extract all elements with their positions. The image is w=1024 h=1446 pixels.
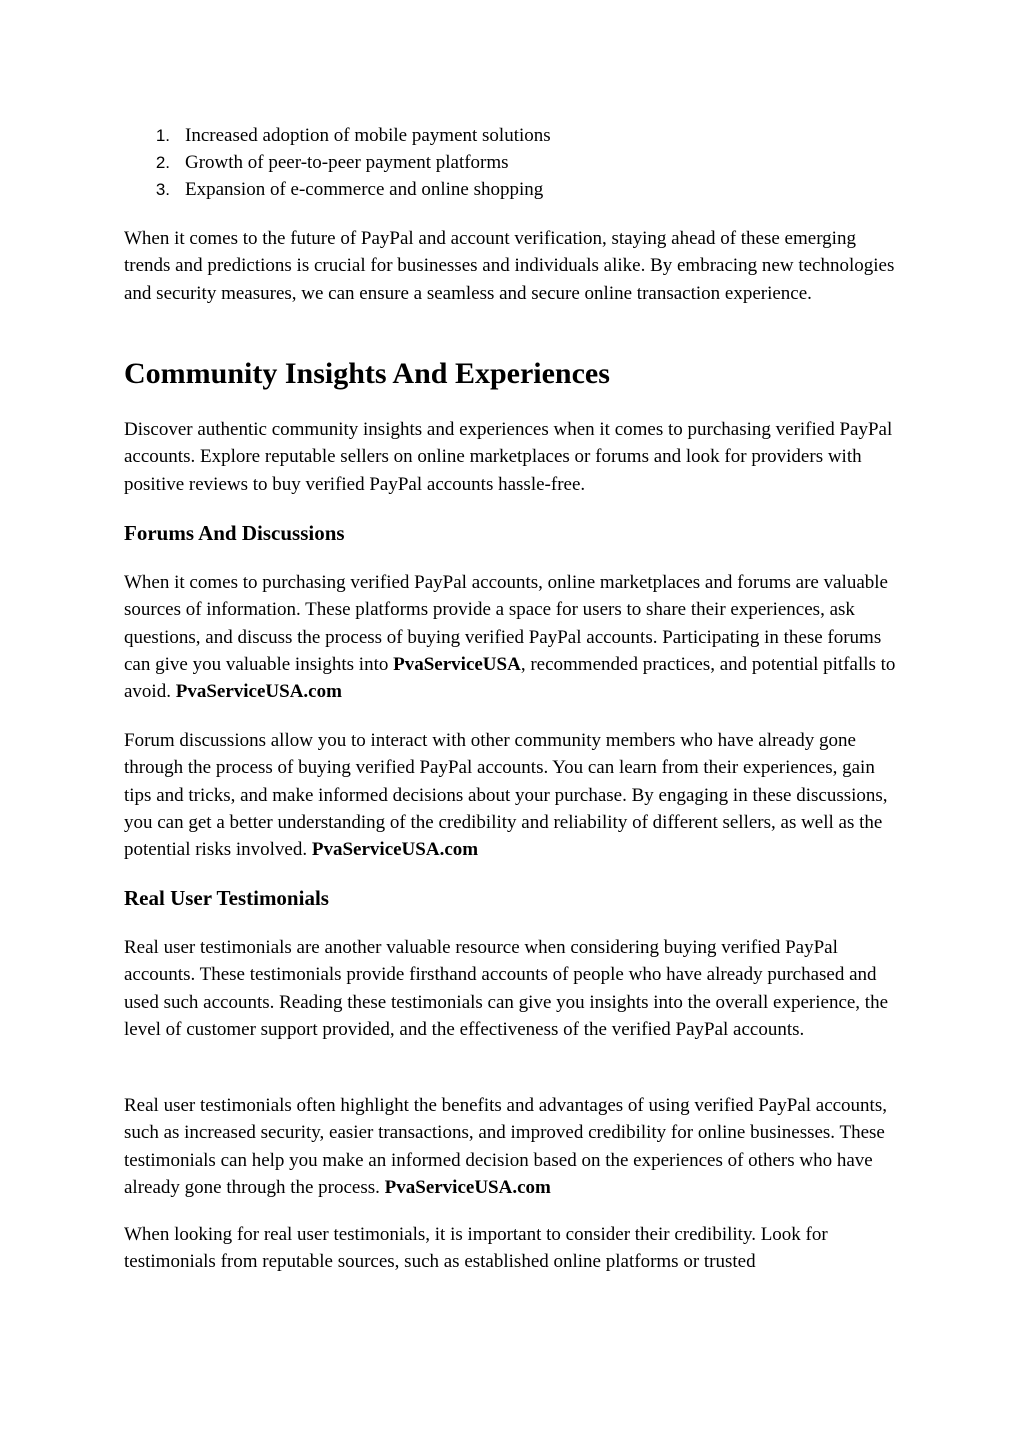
intro-paragraph: When it comes to the future of PayPal and account verification, staying ahead of these emerging trends and predictions is crucial for businesses and individuals alike. By embracing new technologies and security measures, we can ensure a seamless and secure online transaction experience. — [124, 228, 895, 304]
forums-heading: Forums And Discussions — [124, 521, 345, 545]
forums-p1-text-a: When it comes to purchasing verified PayPal accounts, online marketplaces and forums are valuable sources of information. These platforms provide a space for users to share their experiences, ask questions, and discuss the process of buying verified PayPal accounts. Participating in these forums can give you valuable insights into — [124, 572, 888, 675]
community-heading: Community Insights And Experiences — [124, 357, 610, 390]
testimonials-p2-text: Real user testimonials often highlight the benefits and advantages of using verified PayPal accounts, such as increased security, easier transactions, and improved credibility for online businesses. These testimonials can help you make an informed decision based on the experiences of others who have already gone through the process. — [124, 1095, 887, 1198]
brand-link-bold: PvaServiceUSA.com — [311, 839, 479, 861]
testimonials-paragraph-2 — [124, 1092, 904, 1201]
community-paragraph: Discover authentic community insights and experiences when it comes to purchasing verified PayPal accounts. Explore reputable sellers on online marketplaces or forums and look for providers with positive reviews to buy verified PayPal accounts hassle-free. — [124, 419, 893, 495]
forums-p1-text-b: , recommended practices, and potential pitfalls to avoid. — [124, 653, 896, 703]
brand-link-bold: PvaServiceUSA.com — [384, 1176, 551, 1198]
brand-name-bold: PvaServiceUSA — [393, 653, 521, 675]
brand-link-bold: PvaServiceUSA.com — [175, 681, 342, 703]
testimonials-heading: Real User Testimonials — [124, 886, 329, 910]
list-item-text: Growth of peer-to-peer payment platforms — [185, 152, 509, 173]
list-number: 2. — [155, 153, 170, 172]
forums-paragraph-2 — [124, 727, 904, 863]
list-number: 3. — [155, 180, 170, 199]
list-item-text: Increased adoption of mobile payment solutions — [185, 125, 551, 146]
testimonials-paragraph-3: When looking for real user testimonials, it is important to consider their credibility. Look for testimonials from reputable sources, such as established online platforms or trusted — [124, 1224, 828, 1273]
forums-p2-text: Forum discussions allow you to interact with other community members who have already gone through the process of buying verified PayPal accounts. You can learn from their experiences, gain tips and tricks, and make informed decisions about your purchase. By engaging in these discussions, you can get a better understanding of the credibility and reliability of different sellers, as well as the potential risks involved. — [124, 730, 888, 861]
forums-paragraph-1 — [124, 569, 904, 705]
list-number: 1. — [155, 126, 170, 145]
list-item-text: Expansion of e-commerce and online shopping — [185, 179, 544, 200]
testimonials-paragraph-1: Real user testimonials are another valuable resource when considering buying verified PayPal accounts. These testimonials provide firsthand accounts of people who have already purchased and used such accounts. Reading these testimonials can give you insights into the overall experience, the level of customer support provided, and the effectiveness of the verified PayPal accounts. — [124, 937, 889, 1040]
